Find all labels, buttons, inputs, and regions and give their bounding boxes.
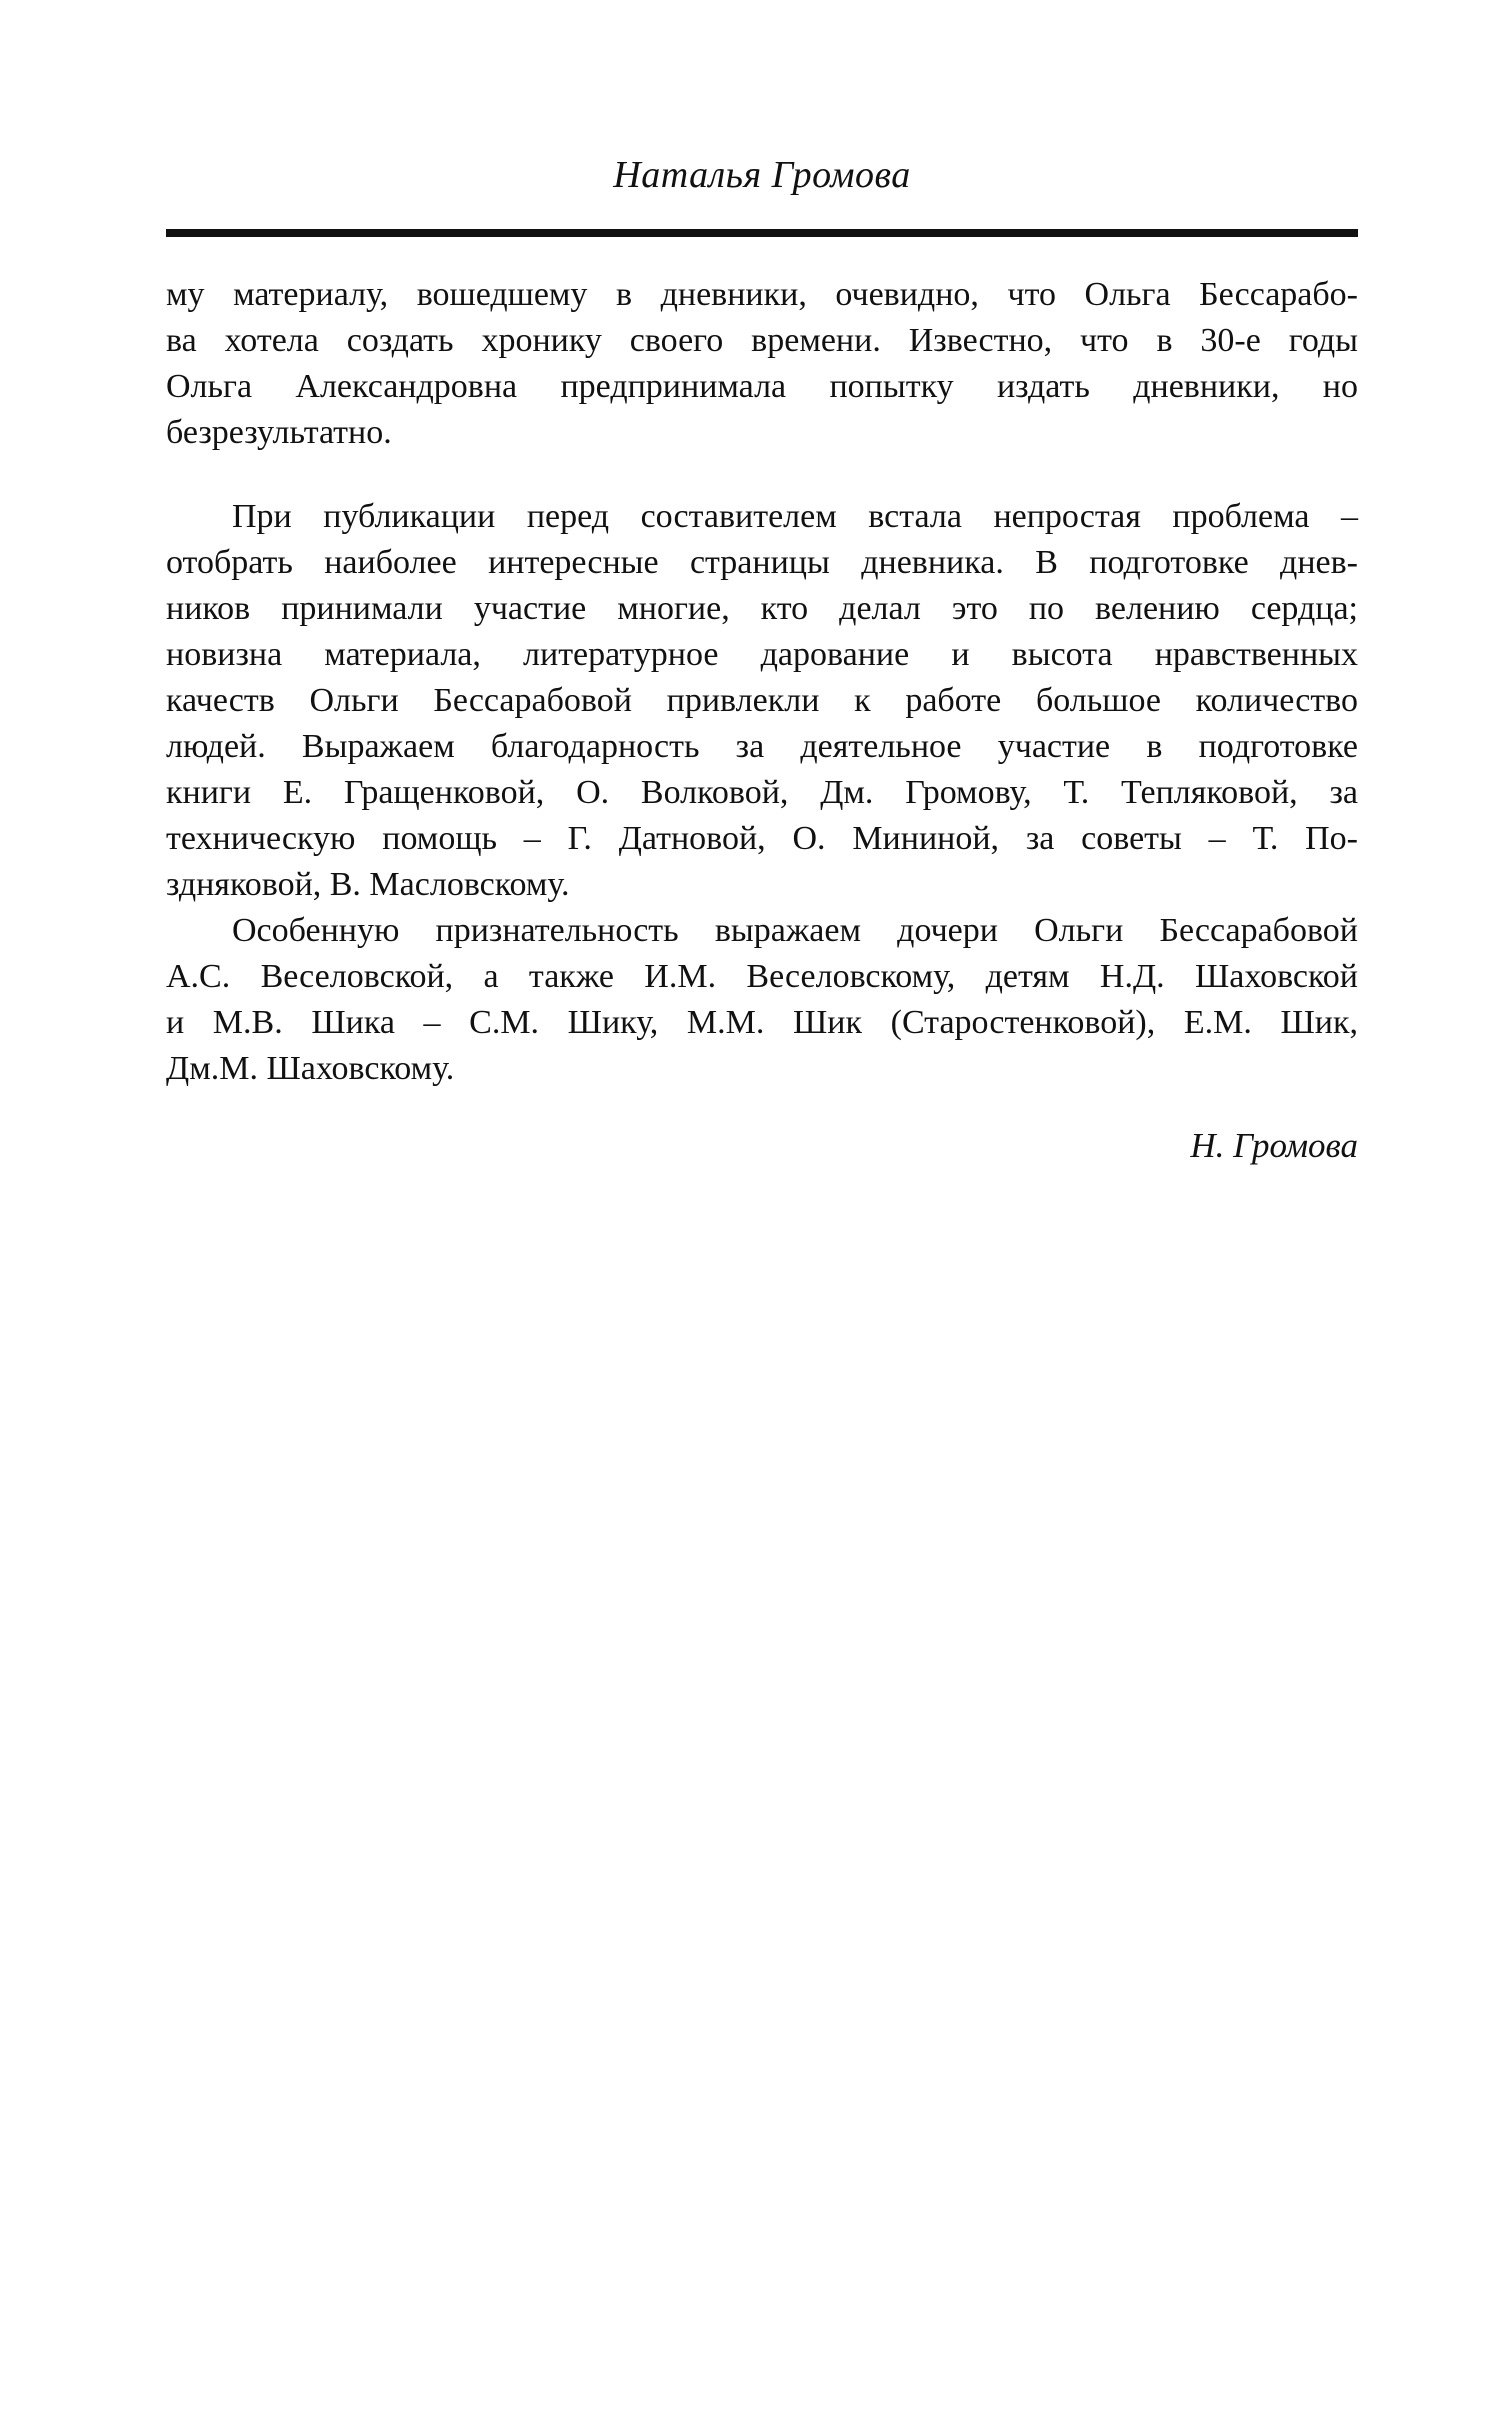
running-title: Наталья Громова	[613, 154, 911, 196]
paragraph-3	[166, 908, 1358, 1092]
paragraph-1	[166, 272, 1358, 456]
text-line: и М.В. Шика – С.М. Шику, М.М. Шик (Старостенковой), Е.М. Шик,	[166, 1004, 1358, 1041]
text-line: здняковой, В. Масловскому.	[166, 866, 570, 903]
text-line: ва хотела создать хронику своего времени. Известно, что в 30-е годы	[166, 322, 1358, 359]
text-line: А.С. Веселовской, а также И.М. Веселовскому, детям Н.Д. Шаховской	[166, 958, 1358, 995]
text-line: Особенную признательность выражаем дочери Ольги Бессарабовой	[232, 912, 1358, 949]
text-line: отобрать наиболее интересные страницы дневника. В подготовке днев-	[166, 544, 1358, 581]
text-line: Дм.М. Шаховскому.	[166, 1050, 455, 1087]
text-line: При публикации перед составителем встала непростая проблема –	[232, 498, 1358, 535]
author-signature: Н. Громова	[1190, 1126, 1358, 1165]
text-line: качеств Ольги Бессарабовой привлекли к работе большое количество	[166, 682, 1358, 719]
body-text	[166, 272, 1358, 1092]
text-line: му материалу, вошедшему в дневники, очевидно, что Ольга Бессарабо-	[166, 276, 1358, 313]
header-rule	[166, 229, 1358, 237]
text-line: новизна материала, литературное дарование и высота нравственных	[166, 636, 1358, 673]
text-line: Ольга Александровна предпринимала попытку издать дневники, но	[166, 368, 1358, 405]
text-line: людей. Выражаем благодарность за деятельное участие в подготовке	[166, 728, 1358, 765]
text-line: техническую помощь – Г. Датновой, О. Мининой, за советы – Т. По-	[166, 820, 1358, 857]
paragraph-spacer	[166, 456, 1358, 494]
text-line: книги Е. Гращенковой, О. Волковой, Дм. Громову, Т. Тепляковой, за	[166, 774, 1358, 811]
text-line: безрезультатно.	[166, 414, 392, 451]
paragraph-2	[166, 494, 1358, 908]
text-line: ников принимали участие многие, кто делал это по велению сердца;	[166, 590, 1358, 627]
